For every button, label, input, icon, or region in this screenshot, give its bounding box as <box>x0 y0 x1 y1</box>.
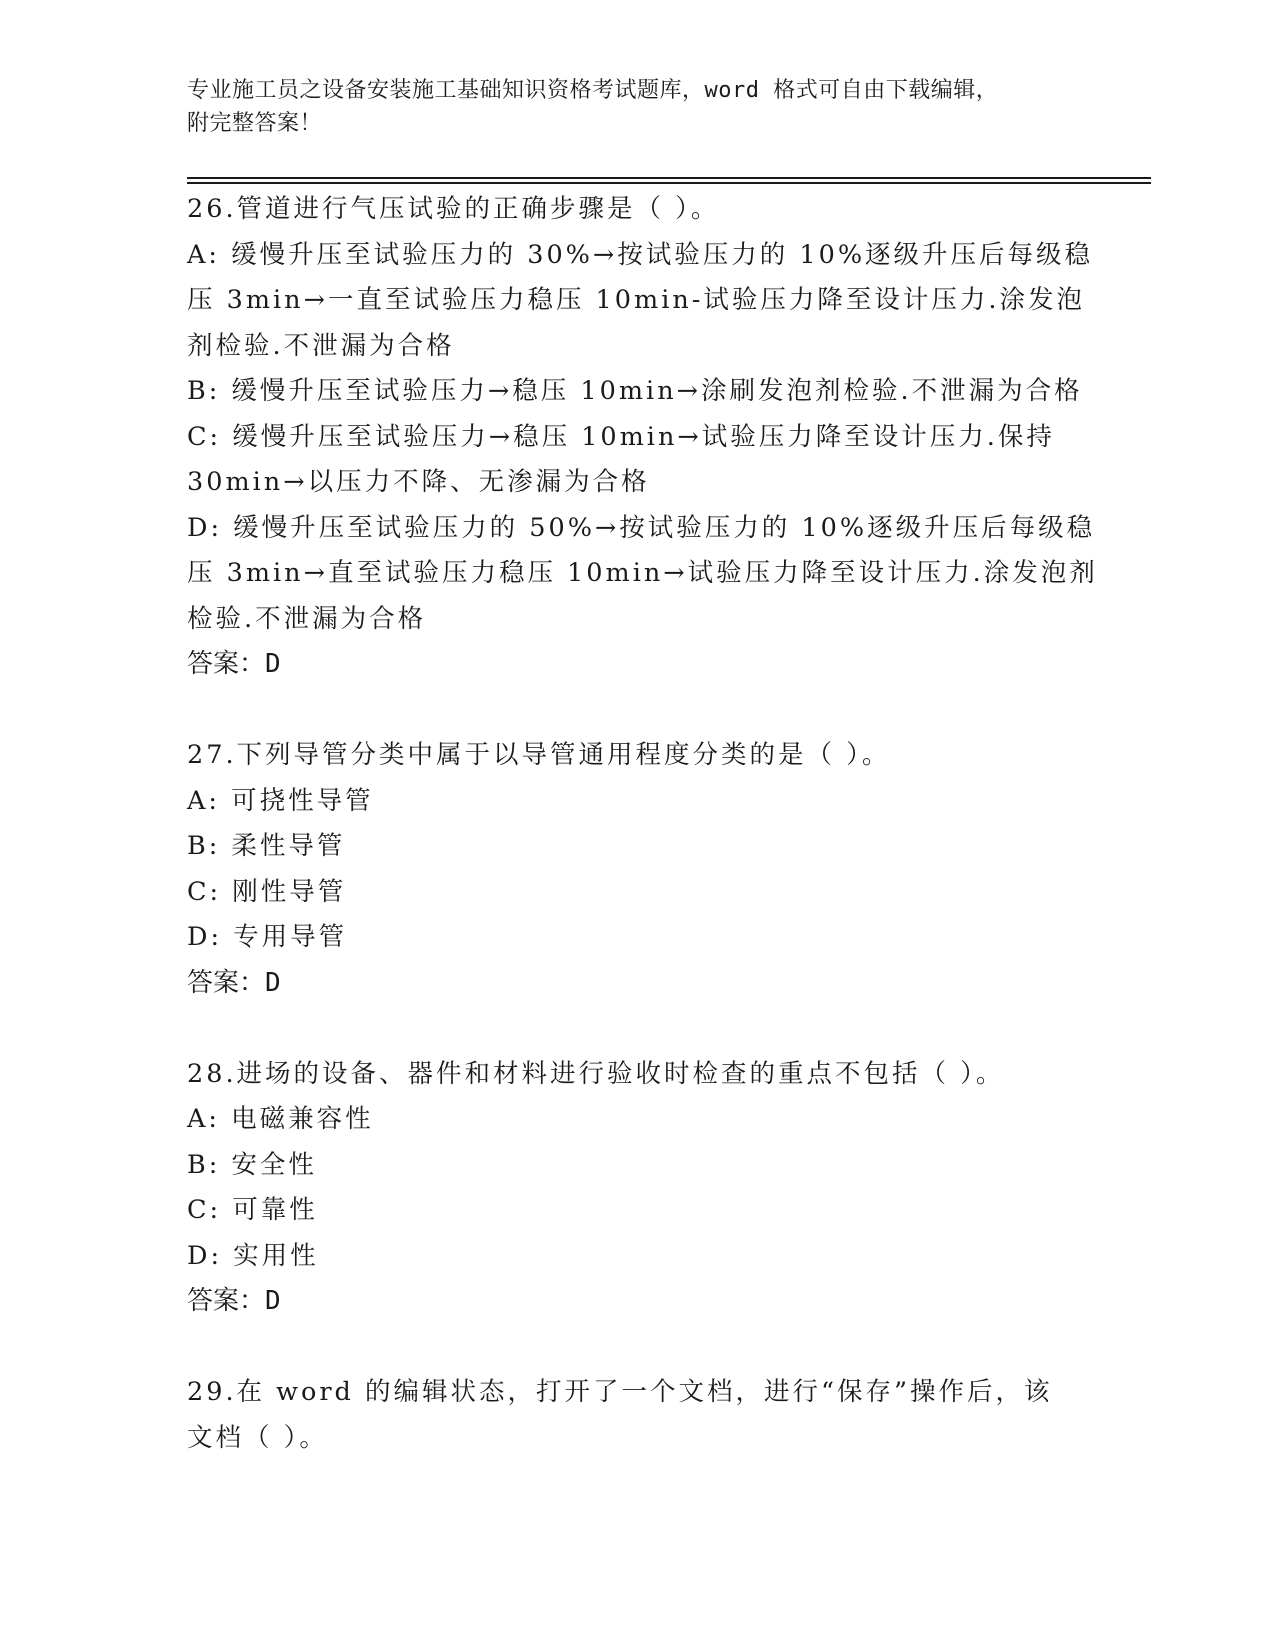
option-line: B: 缓慢升压至试验压力→稳压 10min→涂刷发泡剂检验.不泄漏为合格 <box>187 376 1083 406</box>
question-29 <box>187 1370 1087 1461</box>
question-stem: 27.下列导管分类中属于以导管通用程度分类的是（ ）。 <box>187 740 891 770</box>
option-d: D: 实用性 <box>187 1240 319 1271</box>
option-line: 压 3min→直至试验压力稳压 10min→试验压力降至设计压力.涂发泡剂 <box>187 558 1098 588</box>
option-d: D: 专用导管 <box>187 922 348 952</box>
option-b: B: 安全性 <box>187 1149 317 1180</box>
option-c: C: 可靠性 <box>187 1195 318 1225</box>
header-line-2: 附完整答案！ <box>187 111 323 136</box>
option-line: 压 3min→一直至试验压力稳压 10min-试验压力降至设计压力.涂发泡 <box>187 285 1085 315</box>
header-rule-top <box>187 177 1151 179</box>
option-line: A: 缓慢升压至试验压力的 30%→按试验压力的 10%逐级升压后每级稳 <box>187 239 1094 270</box>
question-stem: 26.管道进行气压试验的正确步骤是（ ）。 <box>187 194 720 224</box>
option-a <box>187 233 1094 370</box>
question-28 <box>187 1052 1087 1325</box>
option-b: B: 柔性导管 <box>187 831 346 861</box>
answer-text: 答案：D <box>187 967 281 998</box>
option-c <box>187 415 1087 506</box>
question-stem: 29.在 word 的编辑状态，打开了一个文档，进行“保存”操作后，该 <box>187 1377 1053 1407</box>
option-b <box>187 369 1087 415</box>
question-27 <box>187 733 1087 1006</box>
option-a: A: 电磁兼容性 <box>187 1104 374 1134</box>
header-line-1: 专业施工员之设备安装施工基础知识资格考试题库，word 格式可自由下载编辑， <box>187 78 999 103</box>
option-line: 剂检验.不泄漏为合格 <box>187 330 455 361</box>
answer-text: 答案：D <box>187 1286 281 1316</box>
spacer <box>187 1325 1087 1371</box>
header-rule-bottom <box>187 182 1151 184</box>
question-26 <box>187 187 1098 688</box>
question-stem: 28.进场的设备、器件和材料进行验收时检查的重点不包括（ ）。 <box>187 1058 1005 1089</box>
option-line: 检验.不泄漏为合格 <box>187 603 427 634</box>
question-stem-continued: 文档（ ）。 <box>187 1422 328 1453</box>
option-d <box>187 506 1098 643</box>
option-line: C: 缓慢升压至试验压力→稳压 10min→试验压力降至设计压力.保持 <box>187 421 1055 452</box>
answer-text: 答案：D <box>187 649 281 679</box>
spacer <box>187 1006 1087 1052</box>
question-list <box>187 187 1098 1461</box>
spacer <box>187 688 1087 734</box>
option-a: A: 可挠性导管 <box>187 785 374 816</box>
option-line: D: 缓慢升压至试验压力的 50%→按试验压力的 10%逐级升压后每级稳 <box>187 512 1096 543</box>
document-header <box>187 74 1067 140</box>
option-line: 30min→以压力不降、无渗漏为合格 <box>187 467 650 497</box>
option-c: C: 刚性导管 <box>187 876 347 907</box>
